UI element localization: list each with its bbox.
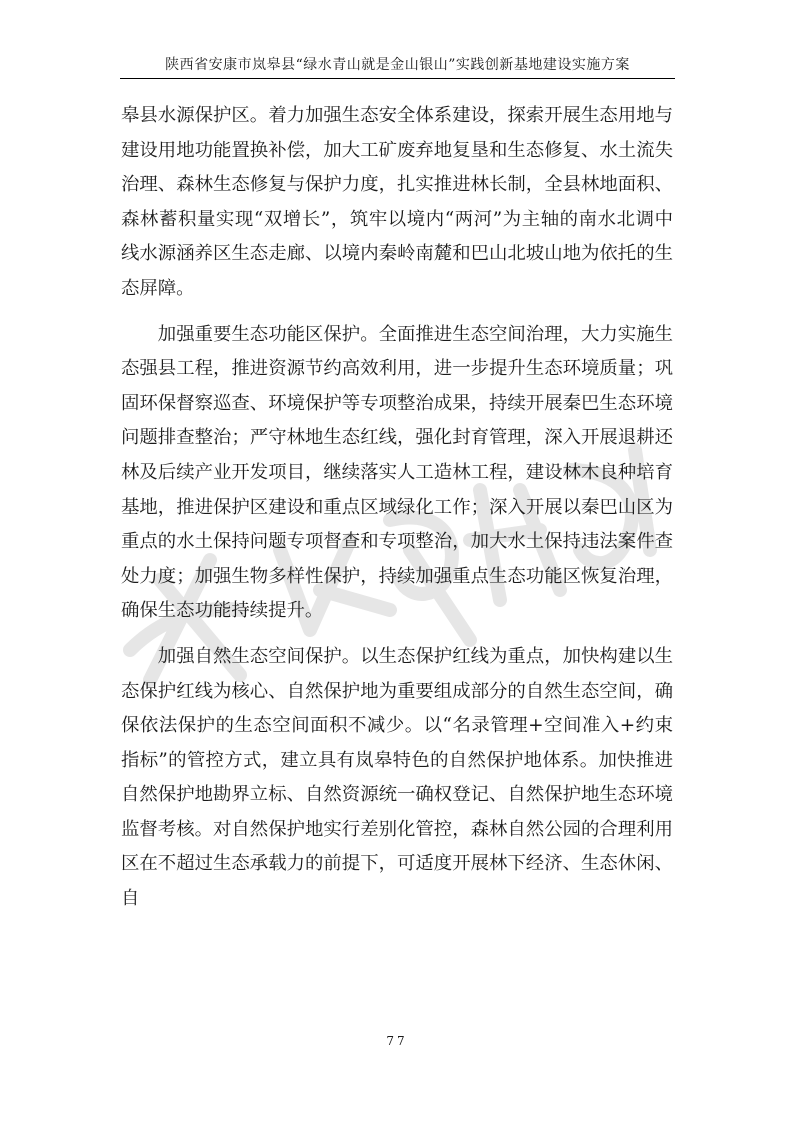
paragraph-3: 加强自然生态空间保护。以生态保护红线为重点，加快构建以生态保护红线为核心、自然保护地为重要组成部分的自然生态空间，确保依法保护的生态空间面积不减少。以“名录管理+空间准入+约束指标”的管控方式，建立具有岚皋特色的自然保护地体系。加快推进自然保护地勘界立标、自然资源统一确权登记、自然保护地生态环境监督考核。对自然保护地实行差别化管控，森林自然公园的合理利用区在不超过生态承载力的前提下，可适度开展林下经济、生态休闲、自 bbox=[121, 645, 673, 910]
page-number: 77 bbox=[386, 1034, 408, 1048]
running-header: 陕西省安康市岚皋县“绿水青山就是金山银山”实践创新基地建设实施方案 bbox=[165, 57, 630, 73]
header-divider bbox=[120, 78, 675, 79]
body-text bbox=[121, 99, 673, 917]
paragraph-2: 加强重要生态功能区保护。全面推进生态空间治理，大力实施生态强县工程，推进资源节约高效利用，进一步提升生态环境质量；巩固环保督察巡查、环境保护等专项整治成果，持续开展秦巴生态环境问题排查整治；严守林地生态红线，强化封育管理，深入开展退耕还林及后续产业开发项目，继续落实人工造林工程，建设林木良种培育基地，推进保护区建设和重点区域绿化工作；深入开展以秦巴山区为重点的水土保持问题专项督查和专项整治，加大水土保持违法案件查处力度；加强生物多样性保护，持续加强重点生态功能区恢复治理，确保生态功能持续提升。 bbox=[121, 323, 673, 622]
paragraph-1: 皋县水源保护区。着力加强生态安全体系建设，探索开展生态用地与建设用地功能置换补偿，加大工矿废弃地复垦和生态修复、水土流失治理、森林生态修复与保护力度，扎实推进林长制，全县林地面积、森林蓄积量实现“双增长”，筑牢以境内“两河”为主轴的南水北调中线水源涵养区生态走廊、以境内秦岭南麓和巴山北坡山地为依托的生态屏障。 bbox=[121, 105, 673, 299]
